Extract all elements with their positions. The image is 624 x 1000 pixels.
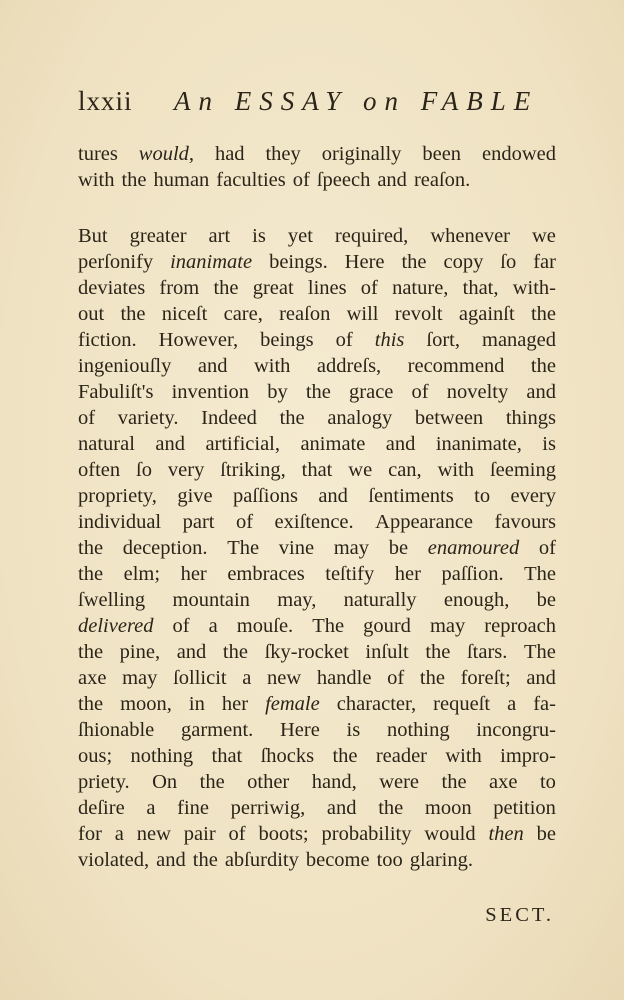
word: elm; xyxy=(123,563,161,585)
word: ſhocks xyxy=(260,745,315,767)
word: paſſion. xyxy=(441,563,504,585)
text-line xyxy=(78,353,556,379)
word: the xyxy=(425,641,451,663)
word: her xyxy=(180,563,207,585)
text-line xyxy=(78,743,556,769)
word: violated, xyxy=(78,849,150,871)
word: great xyxy=(252,277,294,299)
word: may xyxy=(122,667,158,689)
word: out xyxy=(78,303,105,325)
paragraph-main xyxy=(78,223,556,873)
word: pine, xyxy=(119,641,161,663)
word: we xyxy=(348,459,373,481)
word: managed xyxy=(482,329,556,351)
word: with- xyxy=(512,277,556,299)
word: required, xyxy=(334,225,409,247)
text-line xyxy=(78,613,556,639)
word: can, xyxy=(388,459,422,481)
word: the xyxy=(378,797,404,819)
word: Appearance xyxy=(375,511,474,533)
word: fine xyxy=(177,797,209,819)
word: nothing xyxy=(386,719,450,741)
word: with xyxy=(445,745,482,767)
word: they xyxy=(265,143,301,165)
word: reader xyxy=(375,745,428,767)
word: pair xyxy=(183,823,216,845)
word: ſtriking, xyxy=(220,459,286,481)
word: to xyxy=(474,485,491,507)
italic-word: female xyxy=(265,693,320,715)
text-line xyxy=(78,141,556,167)
running-title: An ESSAY on FABLE xyxy=(174,86,539,116)
word: the xyxy=(305,381,331,403)
text-line xyxy=(78,769,556,795)
word: a xyxy=(146,797,156,819)
word: On xyxy=(152,771,178,793)
word: petition xyxy=(493,797,556,819)
word: and xyxy=(385,433,416,455)
word: perſonify xyxy=(78,251,154,273)
word: a xyxy=(507,693,517,715)
word: were xyxy=(379,771,420,793)
word: natural xyxy=(78,433,135,455)
word: tures xyxy=(78,143,118,165)
word: revolt xyxy=(394,303,443,325)
word: ingeniouſly xyxy=(78,355,172,377)
word: become xyxy=(305,849,370,871)
word: impro- xyxy=(500,745,556,767)
text-line xyxy=(78,665,556,691)
paragraph-continuation xyxy=(78,141,556,193)
word: mountain xyxy=(172,589,250,611)
text-line xyxy=(78,167,556,193)
word: againſt xyxy=(458,303,515,325)
word: the xyxy=(530,303,556,325)
word: and xyxy=(197,355,228,377)
word: inſult xyxy=(365,641,409,663)
word: teſtify xyxy=(325,563,375,585)
text-line xyxy=(78,327,556,353)
word: ſhionable xyxy=(78,719,155,741)
word: would xyxy=(424,823,476,845)
word: moon xyxy=(424,797,472,819)
word: greater xyxy=(129,225,187,247)
word: the xyxy=(199,771,225,793)
word: The xyxy=(312,615,345,637)
text-line xyxy=(78,405,556,431)
word: of xyxy=(387,667,405,689)
word: and xyxy=(377,169,407,191)
word: care, xyxy=(223,303,263,325)
word: individual xyxy=(78,511,162,533)
text-line xyxy=(78,535,556,561)
word: the xyxy=(78,537,104,559)
word: that, xyxy=(462,277,499,299)
word: nothing xyxy=(130,745,194,767)
word: the xyxy=(213,277,239,299)
word: the xyxy=(192,849,218,871)
word: foreſt; xyxy=(460,667,511,689)
word: Indeed xyxy=(201,407,257,429)
word: the xyxy=(78,563,104,585)
word: whenever xyxy=(430,225,510,247)
word: the xyxy=(78,693,104,715)
word: fa- xyxy=(533,693,556,715)
word: the xyxy=(401,251,427,273)
word: character, xyxy=(336,693,417,715)
word: ſwelling xyxy=(78,589,146,611)
word: is xyxy=(346,719,361,741)
word: ſpeech xyxy=(316,169,371,191)
word: is xyxy=(252,225,266,247)
word: to xyxy=(539,771,556,793)
word: of xyxy=(538,537,556,559)
text-line xyxy=(78,795,556,821)
word: boots; xyxy=(258,823,309,845)
word: art xyxy=(208,225,231,247)
word: niceſt xyxy=(161,303,208,325)
word: things xyxy=(505,407,556,429)
text-line xyxy=(78,821,556,847)
word: ſo xyxy=(136,459,152,481)
word: copy xyxy=(443,251,484,273)
word: mouſe. xyxy=(236,615,294,637)
word: human xyxy=(153,169,210,191)
word: The xyxy=(524,563,556,585)
word: may xyxy=(333,537,370,559)
word: artificial, xyxy=(205,433,280,455)
word: a xyxy=(114,823,124,845)
text-line xyxy=(78,431,556,457)
word: endowed xyxy=(481,143,556,165)
word: part xyxy=(182,511,215,533)
word: ſtars. xyxy=(466,641,508,663)
word: favours xyxy=(494,511,556,533)
word: will xyxy=(346,303,379,325)
text-line xyxy=(78,457,556,483)
italic-word: delivered xyxy=(78,615,154,637)
word: ſentiments xyxy=(368,485,454,507)
word: of xyxy=(335,329,353,351)
word: of xyxy=(360,277,378,299)
word: give xyxy=(177,485,213,507)
word: deviates xyxy=(78,277,146,299)
word: been xyxy=(422,143,462,165)
text-line xyxy=(78,561,556,587)
word: that xyxy=(211,745,243,767)
word: ous; xyxy=(78,745,113,767)
word: yet xyxy=(287,225,313,247)
word: faculties xyxy=(216,169,286,191)
word: gourd xyxy=(363,615,411,637)
word: beings xyxy=(260,329,314,351)
word: her xyxy=(394,563,421,585)
word: fiction. xyxy=(78,329,137,351)
word: reaſon xyxy=(279,303,331,325)
word: and xyxy=(156,849,186,871)
word: variety. xyxy=(117,407,179,429)
word: of xyxy=(411,381,429,403)
word: and xyxy=(326,797,357,819)
word: ſort, xyxy=(426,329,460,351)
word: invention xyxy=(171,381,250,403)
word: that xyxy=(301,459,333,481)
word: incongru- xyxy=(476,719,556,741)
word: addreſs, xyxy=(316,355,382,377)
word: far xyxy=(533,251,556,273)
word: and xyxy=(526,667,556,689)
word: from xyxy=(159,277,200,299)
word: and xyxy=(155,433,185,455)
word: be xyxy=(536,589,556,611)
word: hand, xyxy=(311,771,357,793)
word: the xyxy=(121,169,147,191)
word: The xyxy=(227,537,260,559)
text-line xyxy=(78,379,556,405)
word: garment. xyxy=(181,719,254,741)
word: and xyxy=(176,641,207,663)
word: Here xyxy=(280,719,320,741)
word: originally xyxy=(321,143,402,165)
word: of xyxy=(235,511,254,533)
page-header xyxy=(78,86,558,126)
word: may, xyxy=(277,589,317,611)
italic-word: inanimate xyxy=(170,251,253,273)
word: the xyxy=(279,407,305,429)
word: The xyxy=(524,641,556,663)
word: very xyxy=(167,459,205,481)
word: novelty xyxy=(446,381,509,403)
word: be xyxy=(536,823,556,845)
word: priety. xyxy=(78,771,130,793)
word: of xyxy=(78,407,96,429)
word: may xyxy=(429,615,466,637)
word: requeſt xyxy=(433,693,491,715)
word: axe xyxy=(489,771,518,793)
word: and xyxy=(526,381,556,403)
word: is xyxy=(542,433,556,455)
word: the xyxy=(120,303,146,325)
word: often xyxy=(78,459,121,481)
word: the xyxy=(441,771,467,793)
word: naturally xyxy=(343,589,417,611)
word: probability xyxy=(321,823,412,845)
italic-word: this xyxy=(374,329,405,351)
word: analogy xyxy=(327,407,393,429)
word: animate xyxy=(300,433,366,455)
word: ſollicit xyxy=(173,667,227,689)
text-line xyxy=(78,301,556,327)
italic-word: then xyxy=(488,823,524,845)
word: other xyxy=(247,771,290,793)
word: reproach xyxy=(484,615,556,637)
word: grace xyxy=(349,381,394,403)
word: moon, xyxy=(120,693,172,715)
word: perriwig, xyxy=(230,797,306,819)
word: handle xyxy=(316,667,372,689)
word: with xyxy=(78,169,115,191)
word: the xyxy=(78,641,104,663)
word: every xyxy=(510,485,556,507)
word: of xyxy=(228,823,246,845)
catchword: SECT. xyxy=(485,904,554,926)
word: inanimate, xyxy=(435,433,522,455)
word: of xyxy=(172,615,190,637)
word: Here xyxy=(344,251,385,273)
word: But xyxy=(78,225,108,247)
text-line xyxy=(78,587,556,613)
word: enough, xyxy=(443,589,510,611)
word: reaſon. xyxy=(413,169,471,191)
word: paſſions xyxy=(233,485,298,507)
word: deception. xyxy=(122,537,208,559)
word: the xyxy=(222,641,248,663)
text-line xyxy=(78,717,556,743)
word: a xyxy=(242,667,252,689)
word: beings. xyxy=(269,251,328,273)
word: of xyxy=(292,169,310,191)
word: had xyxy=(214,143,245,165)
word: the xyxy=(530,355,556,377)
word: abſurdity xyxy=(224,849,299,871)
word: ſeeming xyxy=(489,459,556,481)
text-line xyxy=(78,691,556,717)
word: and xyxy=(318,485,348,507)
word: axe xyxy=(78,667,107,689)
text-line xyxy=(78,847,556,873)
word: recommend xyxy=(407,355,505,377)
text-line xyxy=(78,249,556,275)
text-line xyxy=(78,275,556,301)
page-number: lxxii xyxy=(78,86,133,116)
word: with xyxy=(253,355,291,377)
italic-word: enamoured xyxy=(427,537,520,559)
word: glaring. xyxy=(409,849,473,871)
italic-word: would, xyxy=(138,143,195,165)
text-line xyxy=(78,509,556,535)
text-line xyxy=(78,639,556,665)
word: new xyxy=(136,823,171,845)
word: Fabuliſt's xyxy=(78,381,154,403)
word: with xyxy=(437,459,475,481)
text-line xyxy=(78,223,556,249)
word: we xyxy=(532,225,556,247)
word: her xyxy=(221,693,249,715)
word: new xyxy=(267,667,302,689)
word: a xyxy=(208,615,218,637)
word: nature, xyxy=(392,277,449,299)
word: vine xyxy=(278,537,315,559)
word: ſky-rocket xyxy=(264,641,349,663)
word: by xyxy=(267,381,288,403)
word: for xyxy=(78,823,102,845)
word: the xyxy=(332,745,358,767)
word: However, xyxy=(158,329,239,351)
word: be xyxy=(388,537,409,559)
word: in xyxy=(188,693,205,715)
word: the xyxy=(419,667,445,689)
word: too xyxy=(376,849,403,871)
word: embraces xyxy=(227,563,305,585)
word: propriety, xyxy=(78,485,157,507)
word: ſo xyxy=(500,251,517,273)
word: between xyxy=(414,407,484,429)
word: lines xyxy=(307,277,347,299)
text-line xyxy=(78,483,556,509)
word: exiſtence. xyxy=(274,511,354,533)
word: deſire xyxy=(78,797,125,819)
